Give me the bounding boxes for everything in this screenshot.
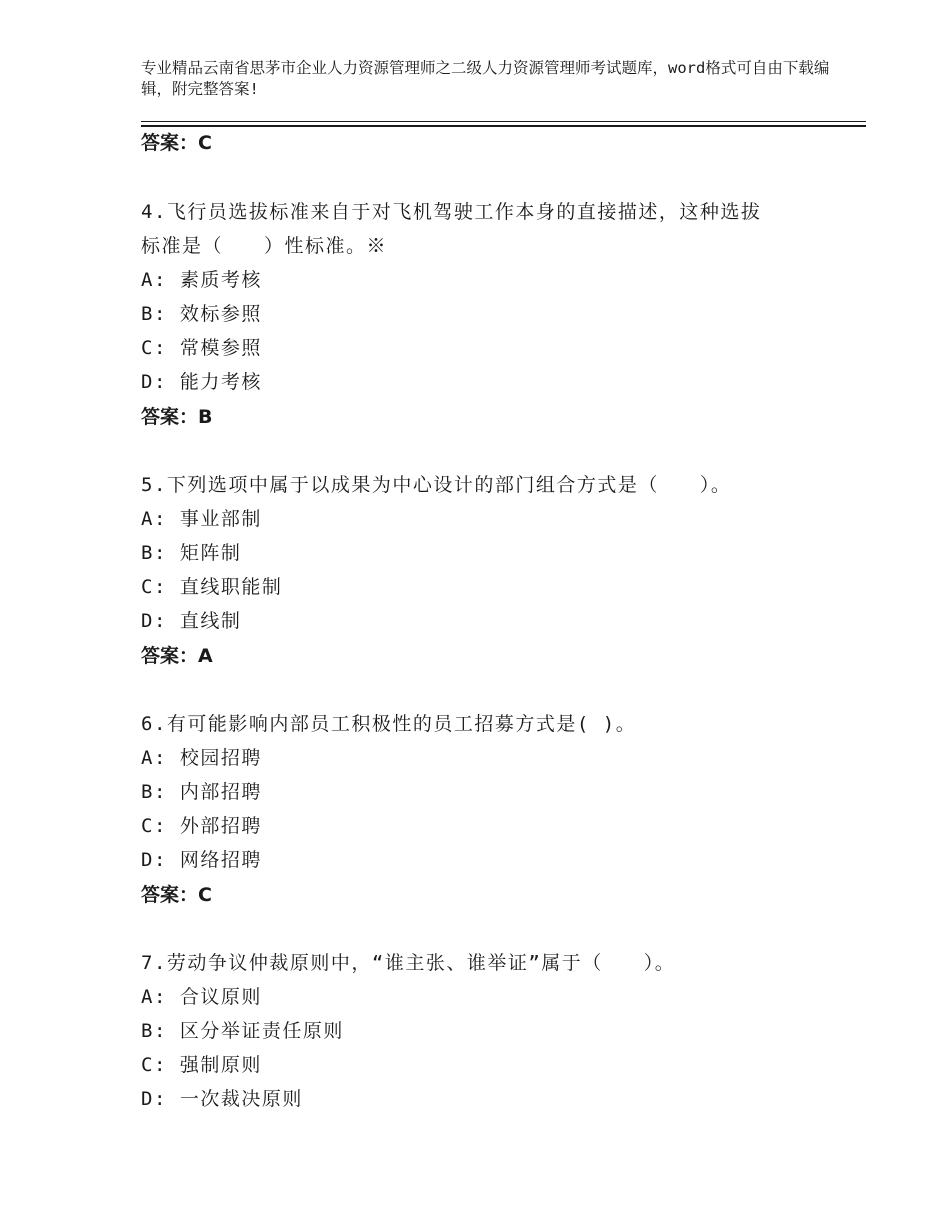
- question-4-answer: 答案：B: [141, 406, 213, 428]
- question-7-option-c: C: 强制原则: [141, 1054, 262, 1076]
- question-4-stem-line1: 4.飞行员选拔标准来自于对飞机驾驶工作本身的直接描述，这种选拔: [141, 201, 762, 223]
- question-7-option-d: D: 一次裁决原则: [141, 1088, 303, 1110]
- question-4-option-a: A: 素质考核: [141, 269, 262, 291]
- question-7-option-b: B: 区分举证责任原则: [141, 1020, 344, 1042]
- question-6-answer: 答案：C: [141, 884, 212, 906]
- question-6-option-d: D: 网络招聘: [141, 849, 262, 871]
- question-5-stem: 5.下列选项中属于以成果为中心设计的部门组合方式是（ ）。: [141, 474, 732, 496]
- document-header: 专业精品云南省思茅市企业人力资源管理师之二级人力资源管理师考试题库，word格式可自由下载编辑，附完整答案!: [141, 59, 830, 98]
- question-5-option-c: C: 直线职能制: [141, 576, 283, 598]
- question-5-option-b: B: 矩阵制: [141, 542, 242, 564]
- header-rule-thick: [141, 125, 866, 127]
- question-7-stem: 7.劳动争议仲裁原则中，“谁主张、谁举证”属于（ ）。: [141, 952, 676, 974]
- question-6-option-b: B: 内部招聘: [141, 781, 262, 803]
- question-5-answer: 答案：A: [141, 645, 213, 667]
- answer-previous: 答案：C: [141, 132, 212, 154]
- header-rule-thin: [141, 121, 866, 122]
- question-4-option-c: C: 常模参照: [141, 337, 262, 359]
- question-4-stem-line2: 标准是（ ）性标准。※: [141, 235, 388, 257]
- question-4-option-b: B: 效标参照: [141, 303, 262, 325]
- question-6-stem: 6.有可能影响内部员工积极性的员工招募方式是( )。: [141, 713, 637, 735]
- question-6-option-c: C: 外部招聘: [141, 815, 262, 837]
- question-4-option-d: D: 能力考核: [141, 371, 262, 393]
- question-7-option-a: A: 合议原则: [141, 986, 262, 1008]
- question-6-option-a: A: 校园招聘: [141, 747, 262, 769]
- question-5-option-d: D: 直线制: [141, 610, 242, 632]
- question-5-option-a: A: 事业部制: [141, 508, 262, 530]
